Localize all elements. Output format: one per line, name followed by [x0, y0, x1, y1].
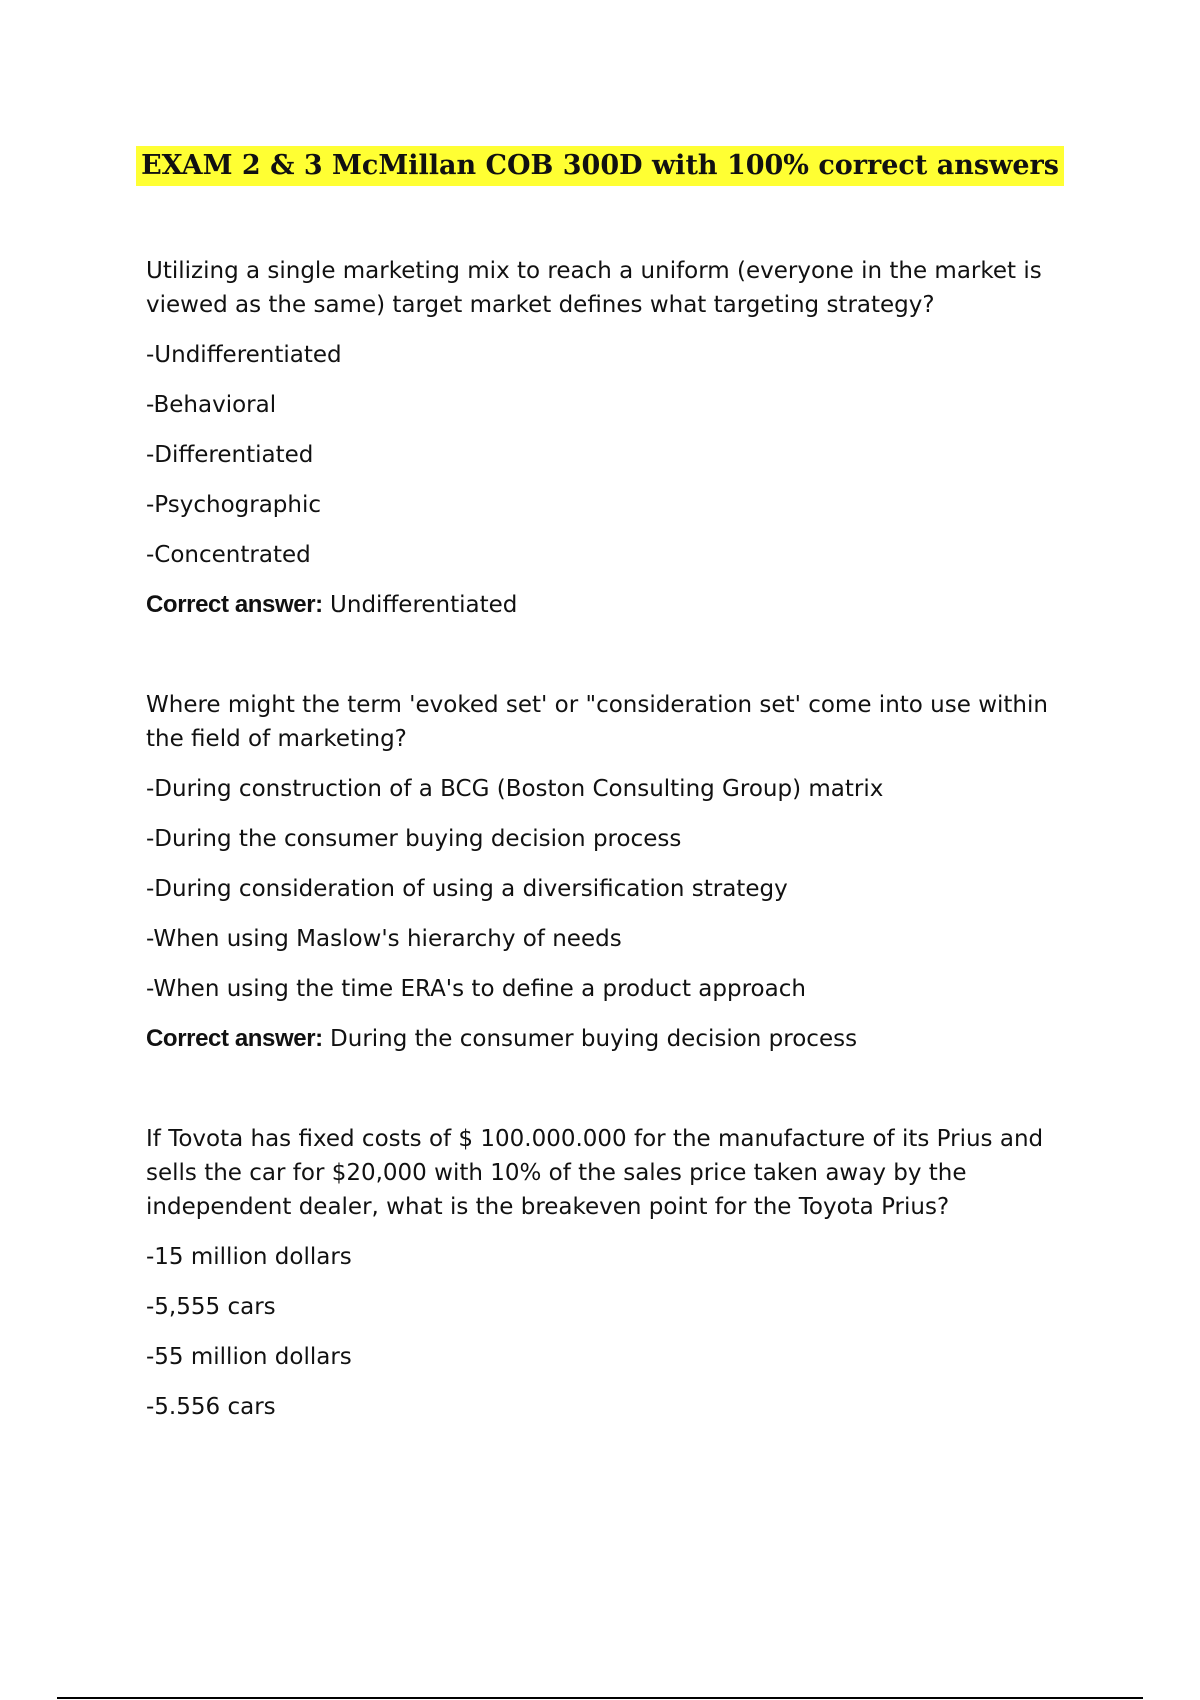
- question-2: [146, 688, 1076, 1056]
- title-container: [0, 146, 1200, 186]
- question-text: If Tovota has fixed costs of $ 100.000.000 for the manufacture of its Prius and sells the car for $20,000 with 10% of the sales price taken away by the independent dealer, what is the breakeven point for the Toyota Prius?: [146, 1126, 1044, 1220]
- answer-option: -5,555 cars: [146, 1294, 276, 1320]
- answer-option: -During consideration of using a diversification strategy: [146, 876, 788, 902]
- correct-answer-value: During the consumer buying decision process: [330, 1026, 858, 1052]
- answer-option: -Undifferentiated: [146, 342, 342, 368]
- answer-option: -Psychographic: [146, 492, 322, 518]
- document-title: EXAM 2 & 3 McMillan COB 300D with 100% correct answers: [136, 146, 1064, 186]
- answer-option: -When using Maslow's hierarchy of needs: [146, 926, 622, 952]
- answer-option: -Differentiated: [146, 442, 314, 468]
- question-list: [146, 254, 1076, 1490]
- correct-answer: [146, 588, 1076, 622]
- answer-option: -When using the time ERA's to define a product approach: [146, 976, 806, 1002]
- correct-answer-value: Undifferentiated: [330, 592, 518, 618]
- correct-answer-label: Correct answer:: [146, 1025, 323, 1052]
- correct-answer-label: Correct answer:: [146, 591, 323, 618]
- answer-option: -55 million dollars: [146, 1344, 352, 1370]
- question-text: Where might the term 'evoked set' or "consideration set' come into use within the field of marketing?: [146, 692, 1048, 752]
- question-3: [146, 1122, 1076, 1424]
- answer-option: -Behavioral: [146, 392, 277, 418]
- answer-option: -5.556 cars: [146, 1394, 276, 1420]
- question-1: [146, 254, 1076, 622]
- question-text: Utilizing a single marketing mix to reach a uniform (everyone in the market is viewed as the same) target market defines what targeting strategy?: [146, 258, 1042, 318]
- answer-option: -Concentrated: [146, 542, 311, 568]
- answer-option: -15 million dollars: [146, 1244, 352, 1270]
- answer-option: -During the consumer buying decision process: [146, 826, 682, 852]
- answer-option: -During construction of a BCG (Boston Consulting Group) matrix: [146, 776, 884, 802]
- footer-rule: [57, 1697, 1143, 1699]
- correct-answer: [146, 1022, 1076, 1056]
